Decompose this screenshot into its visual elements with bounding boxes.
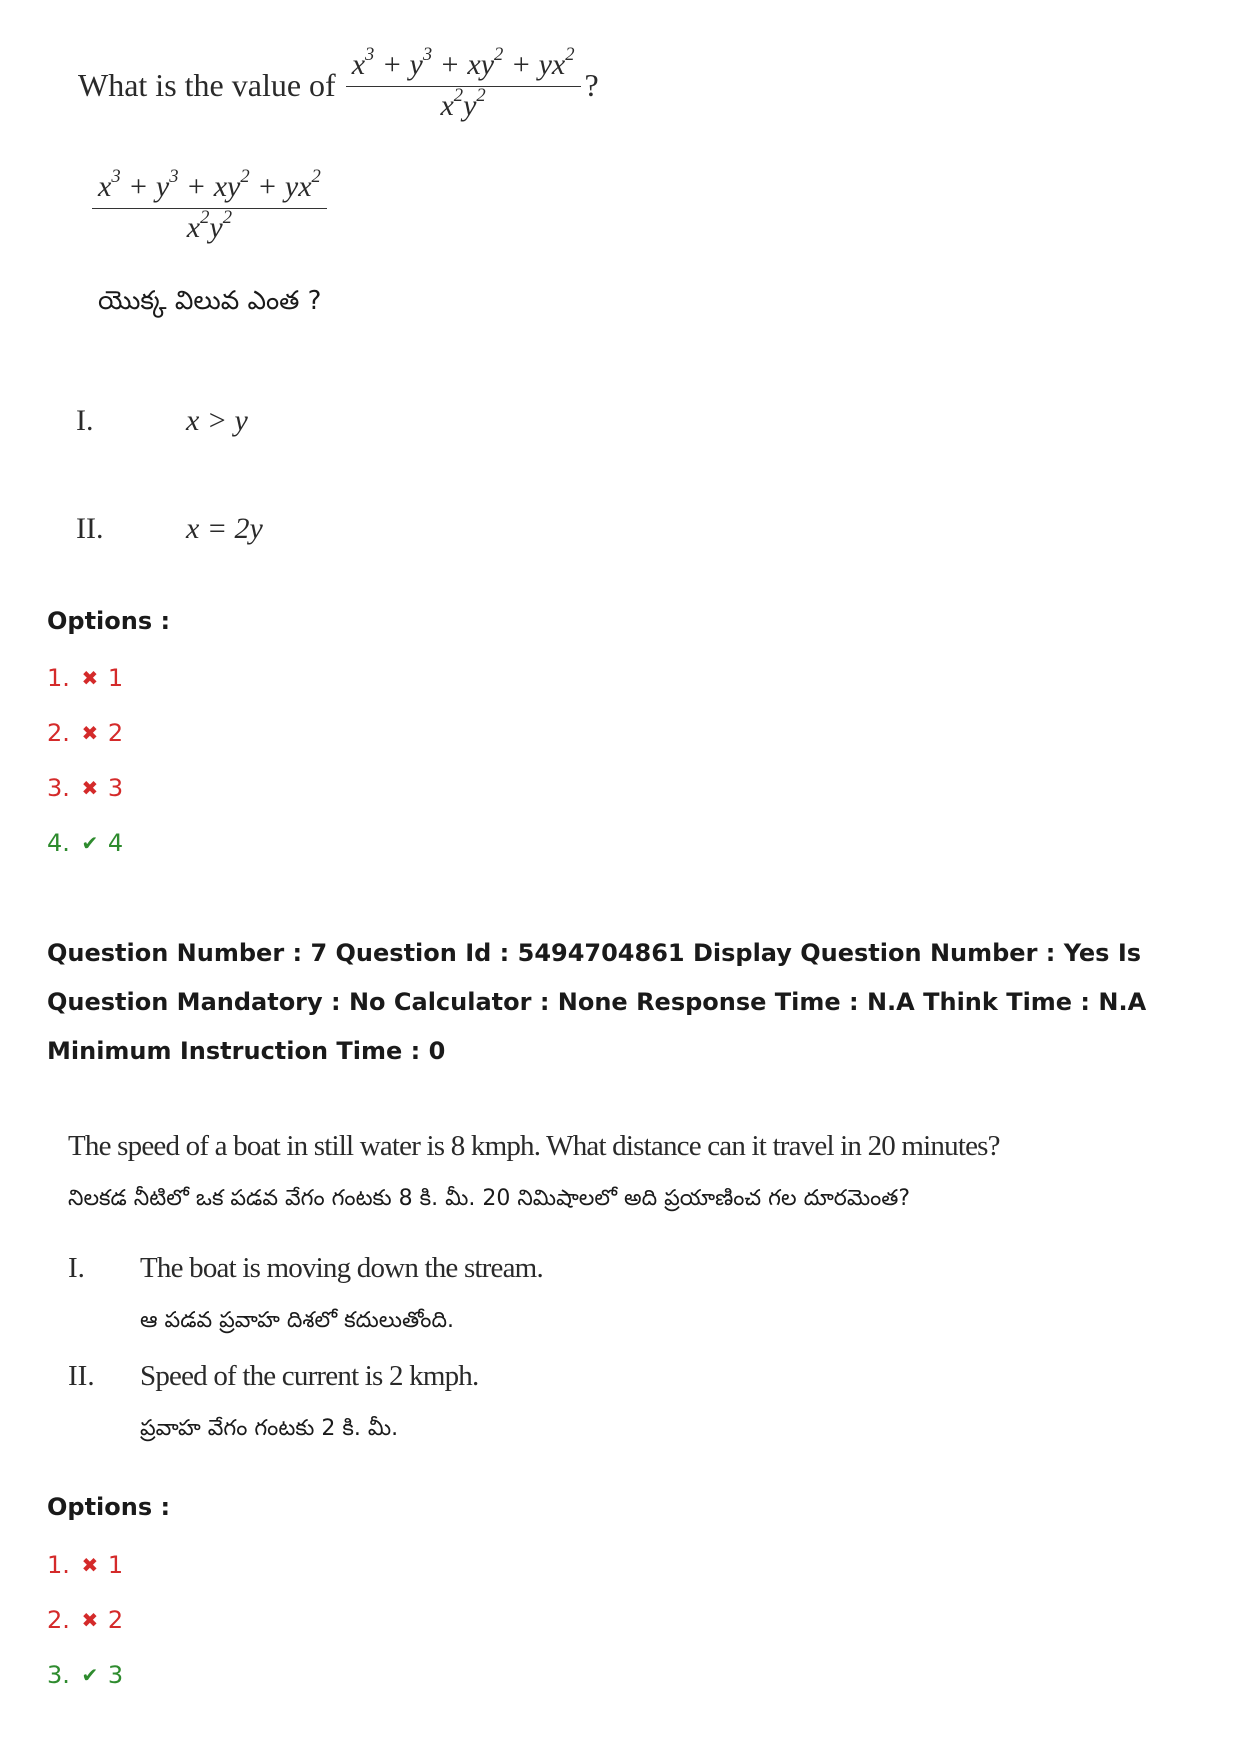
option-text: 2 <box>107 1606 124 1634</box>
option-number: 2. <box>47 719 70 747</box>
q6-fraction-numerator: $x^3 + y^3 + xy^2 + yx^2$ <box>346 48 581 87</box>
q7-meta: Question Number : 7 Question Id : 5494704861 Display Question Number : Yes Is Question Mandatory : No Calculator : None Response Time : N.A Think Time : N.A Minimum Instruction Time : 0 <box>47 939 1147 1065</box>
q7-statement-1-te: ఆ పడవ ప్రవాహ దిశలో కదులుతోంది. <box>140 1308 454 1333</box>
cross-icon: ✖ <box>81 666 99 690</box>
q6-option-1[interactable] <box>47 664 123 692</box>
q6-prompt-en: What is the value of <box>78 67 336 103</box>
q6-option-3[interactable] <box>47 774 123 802</box>
option-number: 3. <box>47 774 70 802</box>
q6-statement-1-label: I. <box>76 404 94 437</box>
option-text: 1 <box>107 1551 124 1579</box>
q7-statement-1-en: The boat is moving down the stream. <box>140 1252 543 1284</box>
q7-statement-2-en: Speed of the current is 2 kmph. <box>140 1360 479 1392</box>
option-text: 1 <box>107 664 124 692</box>
q6-option-4[interactable] <box>47 829 123 857</box>
option-number: 3. <box>47 1661 70 1689</box>
check-icon: ✔ <box>81 1663 99 1687</box>
cross-icon: ✖ <box>81 776 99 800</box>
cross-icon: ✖ <box>81 1608 99 1632</box>
q6-fraction-denominator: $x^2y^2$ <box>440 85 486 122</box>
q7-statement-2-te: ప్రవాహ వేగం గంటకు 2 కి. మీ. <box>140 1416 399 1441</box>
cross-icon: ✖ <box>81 721 99 745</box>
option-number: 1. <box>47 1551 70 1579</box>
q6-fraction-te <box>92 166 327 245</box>
check-icon: ✔ <box>81 831 99 855</box>
q6-fraction-te-denominator: $x^2y^2$ <box>186 207 233 244</box>
q6-question-mark: ? <box>584 67 599 103</box>
q7-option-2[interactable] <box>47 1606 123 1634</box>
option-number: 1. <box>47 664 70 692</box>
q6-fraction-en <box>346 44 581 123</box>
option-number: 2. <box>47 1606 70 1634</box>
q6-option-2[interactable] <box>47 719 123 747</box>
option-text: 4 <box>107 829 124 857</box>
q6-prompt-line <box>78 44 599 123</box>
option-number: 4. <box>47 829 70 857</box>
q7-question-en: The speed of a boat in still water is 8 kmph. What distance can it travel in 20 minutes? <box>68 1130 1000 1162</box>
q6-statement-1-text: x > y <box>186 404 248 437</box>
q7-option-3[interactable] <box>47 1661 123 1689</box>
q7-option-1[interactable] <box>47 1551 123 1579</box>
q6-statement-2-label: II. <box>76 512 104 545</box>
q7-options-label: Options : <box>47 1493 171 1521</box>
option-text: 3 <box>107 1661 124 1689</box>
q7-statement-2-label: II. <box>68 1360 95 1392</box>
option-text: 2 <box>107 719 124 747</box>
q7-statement-1-label: I. <box>68 1252 85 1284</box>
option-text: 3 <box>107 774 124 802</box>
cross-icon: ✖ <box>81 1553 99 1577</box>
q6-prompt-te: యొక్క విలువ ఎంత ? <box>98 286 322 316</box>
q7-question-te: నిలకడ నీటిలో ఒక పడవ వేగం గంటకు 8 కి. మీ. 20 నిమిషాలలో అది ప్రయాణించ గల దూరమెంత? <box>68 1186 911 1211</box>
q6-options-label: Options : <box>47 607 171 635</box>
q6-statement-2-text: x = 2y <box>186 512 263 545</box>
q6-fraction-te-numerator: $x^3 + y^3 + xy^2 + yx^2$ <box>92 170 327 209</box>
